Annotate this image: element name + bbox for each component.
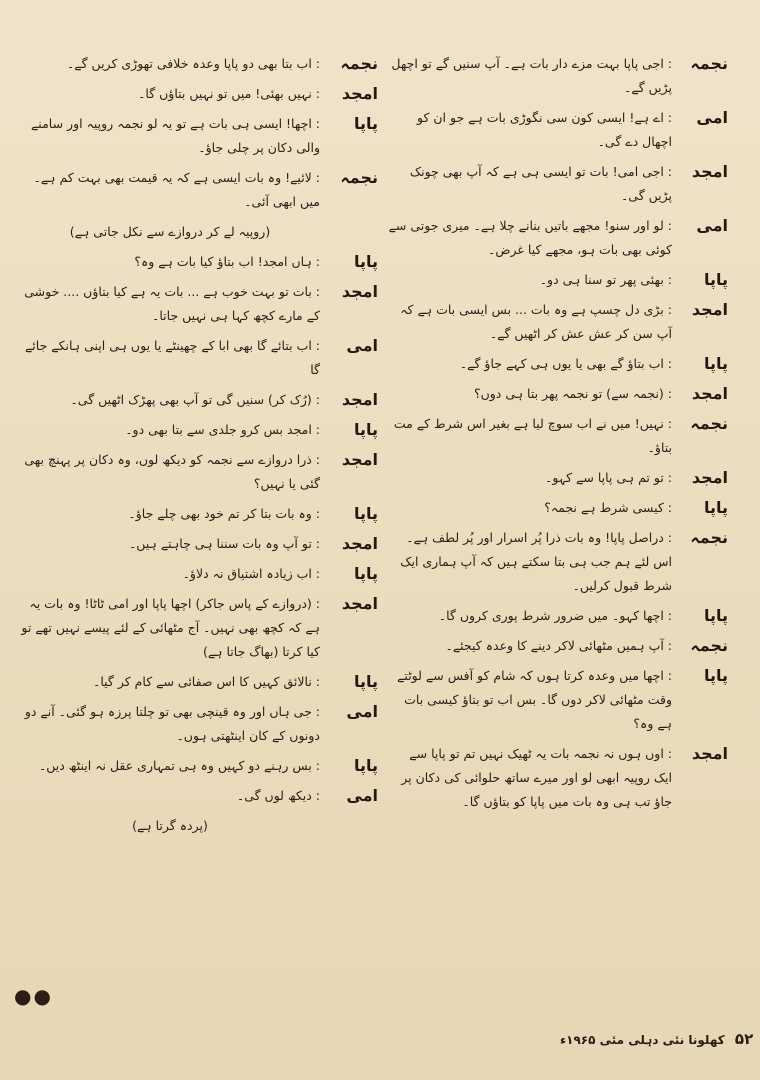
dialogue-entry xyxy=(388,604,728,628)
dialogue-entry xyxy=(20,334,378,382)
dialogue-text: : جی ہاں اور وہ قینچی بھی تو چلتا پرزہ ہو گئی۔ آنے دو دونوں کے کان اینٹھتی ہوں۔ xyxy=(24,704,320,743)
speaker-name: پاپا xyxy=(353,114,378,133)
speaker-name: امجد xyxy=(691,744,728,763)
speaker-name: امجد xyxy=(691,468,728,487)
speaker-name: امجد xyxy=(341,84,378,103)
dialogue-text: : آپ ہمیں مٹھائی لاکر دینے کا وعدہ کیجئے۔ xyxy=(445,638,672,653)
dialogue-text: : اب زیادہ اشتیاق نہ دلاؤ۔ xyxy=(182,566,320,581)
speaker-name: امجد xyxy=(341,594,378,613)
stage-direction: (روپیہ لے کر دروازے سے نکل جاتی ہے) xyxy=(69,224,271,239)
dialogue-text: : دیکھ لوں گی۔ xyxy=(236,788,320,803)
speaker-name: نجمہ xyxy=(340,168,378,187)
dialogue-text: : بات تو بہت خوب ہے ... بات یہ ہے کیا بتاؤں .... خوشی کے مارے کچھ کہا ہی نہیں جاتا۔ xyxy=(24,284,320,323)
page-footer xyxy=(560,1030,753,1048)
dialogue-text: : اچھا! ایسی ہی بات ہے تو یہ لو نجمہ روپیہ اور سامنے والی دکان پر چلی جاؤ۔ xyxy=(30,116,320,155)
stage-direction: (پردہ گرتا ہے) xyxy=(132,818,208,833)
speaker-name: امجد xyxy=(691,384,728,403)
speaker-name: پاپا xyxy=(353,756,378,775)
dialogue-entry xyxy=(20,52,378,76)
dialogue-entry xyxy=(388,526,728,598)
dialogue-entry xyxy=(388,664,728,736)
dialogue-entry xyxy=(388,106,728,154)
speaker-name: پاپا xyxy=(703,270,728,289)
dialogue-text: : (نجمہ سے) تو نجمہ پھر بتا ہی دوں؟ xyxy=(473,386,672,401)
dialogue-entry xyxy=(20,784,378,808)
dialogue-entry xyxy=(20,166,378,214)
dialogue-entry xyxy=(20,562,378,586)
publication-line: کھلونا نئی دہلی مئی ۱۹۶۵ء xyxy=(560,1033,725,1047)
dialogue-entry xyxy=(20,754,378,778)
dialogue-entry xyxy=(388,634,728,658)
speaker-name: نجمہ xyxy=(690,414,728,433)
speaker-name: نجمہ xyxy=(690,528,728,547)
speaker-name: پاپا xyxy=(353,672,378,691)
dialogue-entry xyxy=(388,466,728,490)
dialogue-text: : اوں ہوں نہ نجمہ بات یہ ٹھیک نہیں تم تو پاپا سے ایک روپیہ ابھی لو اور میرے ساتھ حلوائی کی دکان پر جاؤ تب ہی وہ بات میں پاپا کو بتاؤں گا۔ xyxy=(401,746,672,809)
dialogue-entry xyxy=(388,160,728,208)
dialogue-entry xyxy=(20,700,378,748)
speaker-name: پاپا xyxy=(703,354,728,373)
dialogue-text: : بس رہنے دو کہیں وہ ہی تمہاری عقل نہ اینٹھ دیں۔ xyxy=(38,758,320,773)
dialogue-entry xyxy=(20,418,378,442)
dialogue-entry xyxy=(20,112,378,160)
dialogue-text: : ذرا دروازے سے نجمہ کو دیکھ لوں، وہ دکان پر پہنچ بھی گئی یا نہیں؟ xyxy=(24,452,320,491)
end-mark: ●● xyxy=(14,984,53,1008)
dialogue-text: : ہاں امجد! اب بتاؤ کیا بات ہے وہ؟ xyxy=(134,254,320,269)
dialogue-entry xyxy=(20,388,378,412)
speaker-name: امی xyxy=(696,108,728,127)
dialogue-entry xyxy=(20,250,378,274)
dialogue-text: : وہ بات بتا کر تم خود بھی چلے جاؤ۔ xyxy=(128,506,320,521)
speaker-name: امی xyxy=(346,786,378,805)
dialogue-entry xyxy=(20,82,378,106)
dialogue-text: : لائیے! وہ بات ایسی ہے کہ یہ قیمت بھی بہت کم ہے۔ میں ابھی آئی۔ xyxy=(33,170,320,209)
dialogue-entry xyxy=(388,214,728,262)
speaker-name: امجد xyxy=(691,300,728,319)
dialogue-entry xyxy=(388,52,728,100)
speaker-name: امجد xyxy=(341,390,378,409)
dialogue-entry xyxy=(20,502,378,526)
dialogue-entry xyxy=(388,382,728,406)
dialogue-entry xyxy=(388,352,728,376)
dialogue-entry xyxy=(20,448,378,496)
dialogue-text: : اجی امی! بات تو ایسی ہی ہے کہ آپ بھی چونک پڑیں گی۔ xyxy=(409,164,672,203)
dialogue-text: : امجد بس کرو جلدی سے بتا بھی دو۔ xyxy=(125,422,320,437)
dialogue-entry xyxy=(388,268,728,292)
dialogue-text: : اچھا میں وعدہ کرتا ہوں کہ شام کو آفس سے لوٹتے وقت مٹھائی لاکر دوں گا۔ بس اب تو بتاؤ کیسی بات ہے وہ؟ xyxy=(397,668,672,731)
dialogue-text: : نالائق کہیں کا اس صفائی سے کام کر گیا۔ xyxy=(93,674,320,689)
dialogue-entry xyxy=(20,280,378,328)
dialogue-entry xyxy=(20,532,378,556)
dialogue-entry xyxy=(388,298,728,346)
speaker-name: امجد xyxy=(341,282,378,301)
dialogue-text: : تو آپ وہ بات سننا ہی چاہتے ہیں۔ xyxy=(128,536,320,551)
speaker-name: پاپا xyxy=(353,504,378,523)
dialogue-text: : اب بتائے گا بھی ابا کے چھینٹے یا یوں ہی اپنی ہانکے جائے گا xyxy=(24,338,320,377)
speaker-name: امی xyxy=(696,216,728,235)
right-column xyxy=(388,52,728,820)
speaker-name: امی xyxy=(346,702,378,721)
dialogue-text: : بھئی پھر تو سنا ہی دو۔ xyxy=(539,272,672,287)
dialogue-text: : اچھا کہو۔ میں ضرور شرط پوری کروں گا۔ xyxy=(438,608,672,623)
dialogue-text: : اب بتاؤ گے بھی یا یوں ہی کہے جاؤ گے۔ xyxy=(459,356,672,371)
dialogue-text: : نہیں بھئی! میں تو نہیں بتاؤں گا۔ xyxy=(138,86,320,101)
speaker-name: پاپا xyxy=(703,666,728,685)
speaker-name: نجمہ xyxy=(690,54,728,73)
dialogue-text: : نہیں! میں نے اب سوچ لیا ہے بغیر اس شرط کے مت بتاؤ۔ xyxy=(393,416,672,455)
speaker-name: پاپا xyxy=(703,606,728,625)
dialogue-text: : اے ہے! ایسی کون سی نگوڑی بات ہے جو ان کو اچھال دے گی۔ xyxy=(417,110,672,149)
dialogue-entry xyxy=(388,412,728,460)
dialogue-entry xyxy=(20,592,378,664)
dialogue-entry xyxy=(388,742,728,814)
dialogue-text: : لو اور سنو! مجھے باتیں بنانے چلا ہے۔ میری جوتی سے کوئی بھی بات ہو، مجھے کیا غرض۔ xyxy=(388,218,672,257)
speaker-name: امجد xyxy=(341,534,378,553)
left-column xyxy=(20,52,378,844)
dialogue-text: : اب بتا بھی دو پاپا وعدہ خلافی تھوڑی کریں گے۔ xyxy=(66,56,320,71)
speaker-name: امجد xyxy=(341,450,378,469)
dialogue-text: : اجی پاپا بہت مزے دار بات ہے۔ آپ سنیں گے تو اچھل پڑیں گے۔ xyxy=(391,56,672,95)
speaker-name: امی xyxy=(346,336,378,355)
speaker-name: نجمہ xyxy=(340,54,378,73)
speaker-name: پاپا xyxy=(353,564,378,583)
speaker-name: پاپا xyxy=(353,420,378,439)
speaker-name: امجد xyxy=(691,162,728,181)
dialogue-text: : دراصل پاپا! وہ بات ذرا پُر اسرار اور پُر لطف ہے۔ اس لئے ہم جب ہی بتا سکتے ہیں کہ آپ ہماری ایک شرط قبول کرلیں۔ xyxy=(400,530,672,593)
dialogue-text: : بڑی دل چسپ ہے وہ بات ... بس ایسی بات ہے کہ آپ سن کر عش عش کر اٹھیں گے۔ xyxy=(400,302,672,341)
dialogue-entry xyxy=(20,670,378,694)
speaker-name: پاپا xyxy=(353,252,378,271)
page-number: ۵۲ xyxy=(734,1030,754,1048)
speaker-name: نجمہ xyxy=(690,636,728,655)
speaker-name: پاپا xyxy=(703,498,728,517)
dialogue-text: : (دروازے کے پاس جاکر) اچھا پاپا اور امی ٹاٹا! وہ بات یہ ہے کہ کچھ بھی نہیں۔ آج مٹھائی کے لئے پیسے نہیں تھے تو کیا کرتا (بھاگ جاتا ہے) xyxy=(21,596,320,659)
dialogue-entry xyxy=(388,496,728,520)
dialogue-text: : (رُک کر) سنیں گی تو آپ بھی پھڑک اٹھیں گی۔ xyxy=(70,392,320,407)
dialogue-text: : کیسی شرط ہے نجمہ؟ xyxy=(544,500,672,515)
dialogue-text: : تو تم ہی پاپا سے کہو۔ xyxy=(545,470,672,485)
